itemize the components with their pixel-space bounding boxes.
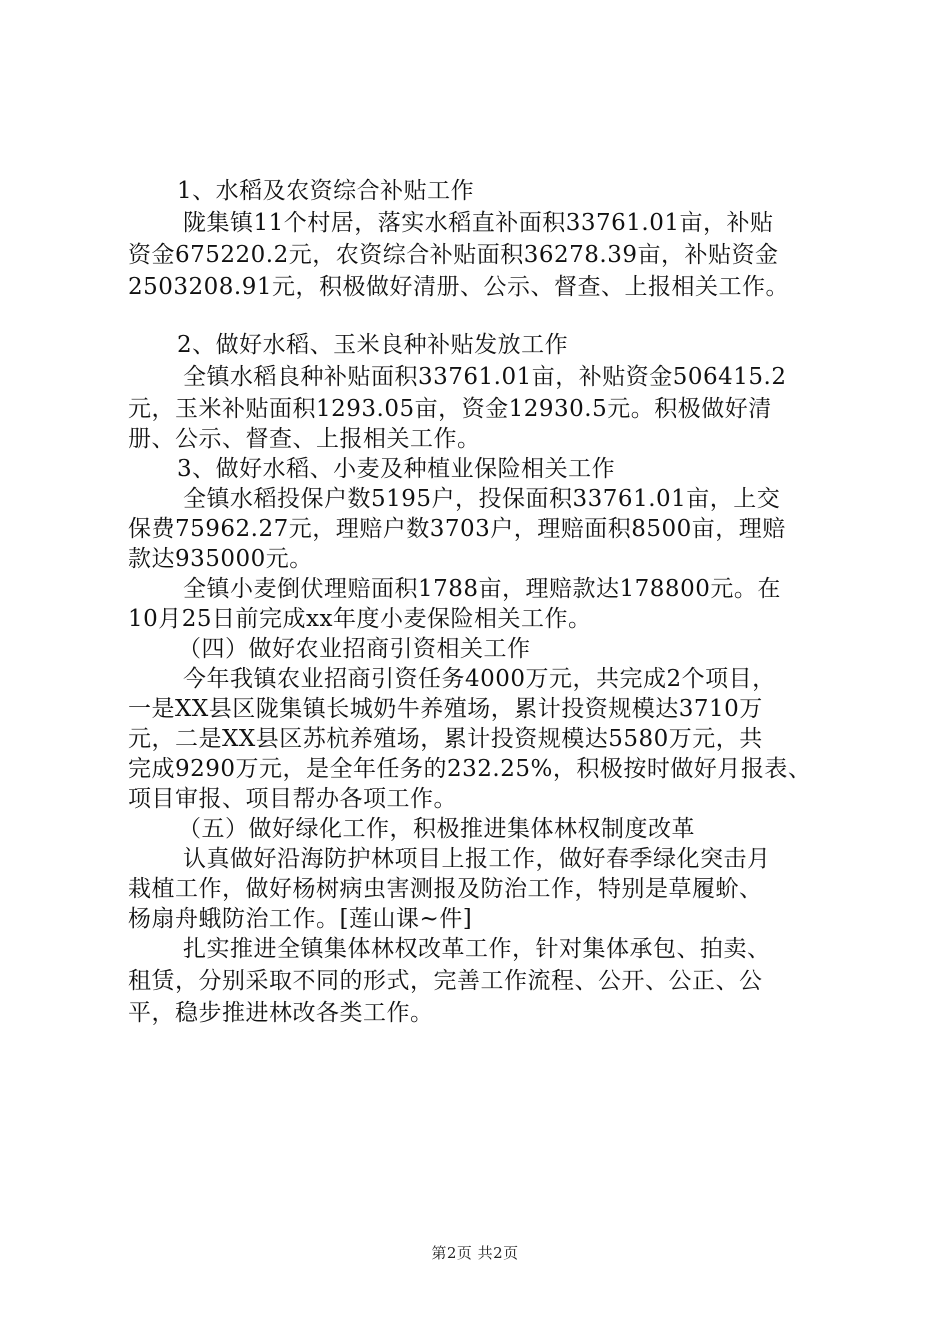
paragraph-line: 项目审报、项目帮办各项工作。: [128, 786, 457, 812]
paragraph-line: 元，二是XX县区苏杭养殖场，累计投资规模达5580万元，共: [128, 726, 763, 752]
section-heading-rice-subsidy: 1、水稻及农资综合补贴工作: [177, 178, 475, 204]
paragraph-line: 全镇水稻投保户数5195户，投保面积33761.01亩，上交: [183, 486, 781, 512]
paragraph-line: 资金675220.2元，农资综合补贴面积36278.39亩，补贴资金: [128, 242, 779, 268]
paragraph-line: 款达935000元。: [128, 546, 313, 572]
paragraph-line: 完成9290万元，是全年任务的232.25%，积极按时做好月报表、: [128, 756, 812, 782]
paragraph-line: 今年我镇农业招商引资任务4000万元，共完成2个项目，: [183, 666, 776, 692]
paragraph-line: 租赁，分别采取不同的形式，完善工作流程、公开、公正、公: [128, 968, 763, 994]
paragraph-line: 10月25日前完成xx年度小麦保险相关工作。: [128, 606, 592, 632]
section-heading-insurance: 3、做好水稻、小麦及种植业保险相关工作: [177, 456, 616, 482]
paragraph-line: 全镇水稻良种补贴面积33761.01亩，补贴资金506415.2: [183, 364, 787, 390]
paragraph-line: 保费75962.27元，理赔户数3703户，理赔面积8500亩，理赔: [128, 516, 786, 542]
section-heading-forestry: （五）做好绿化工作，积极推进集体林权制度改革: [178, 816, 695, 842]
paragraph-line: 全镇小麦倒伏理赔面积1788亩，理赔款达178800元。在: [183, 576, 781, 602]
paragraph-line: 册、公示、督查、上报相关工作。: [128, 426, 481, 452]
paragraph-line: 2503208.91元，积极做好清册、公示、督查、上报相关工作。: [128, 274, 790, 300]
paragraph-line: 一是XX县区陇集镇长城奶牛养殖场，累计投资规模达3710万: [128, 696, 763, 722]
section-heading-seed-subsidy: 2、做好水稻、玉米良种补贴发放工作: [177, 332, 569, 358]
page-number-footer: 第2页 共2页: [431, 1244, 519, 1262]
section-heading-investment: （四）做好农业招商引资相关工作: [178, 636, 531, 662]
paragraph-line: 扎实推进全镇集体林权改革工作，针对集体承包、拍卖、: [183, 936, 771, 962]
paragraph-line: 杨扇舟蛾防治工作。[莲山课~件]: [128, 906, 473, 932]
paragraph-line: 认真做好沿海防护林项目上报工作，做好春季绿化突击月: [183, 846, 771, 872]
paragraph-line: 元，玉米补贴面积1293.05亩，资金12930.5元。积极做好清: [128, 396, 772, 422]
paragraph-line: 栽植工作，做好杨树病虫害测报及防治工作，特别是草履蚧、: [128, 876, 763, 902]
paragraph-line: 陇集镇11个村居，落实水稻直补面积33761.01亩，补贴: [183, 210, 774, 236]
paragraph-line: 平，稳步推进林改各类工作。: [128, 1000, 434, 1026]
